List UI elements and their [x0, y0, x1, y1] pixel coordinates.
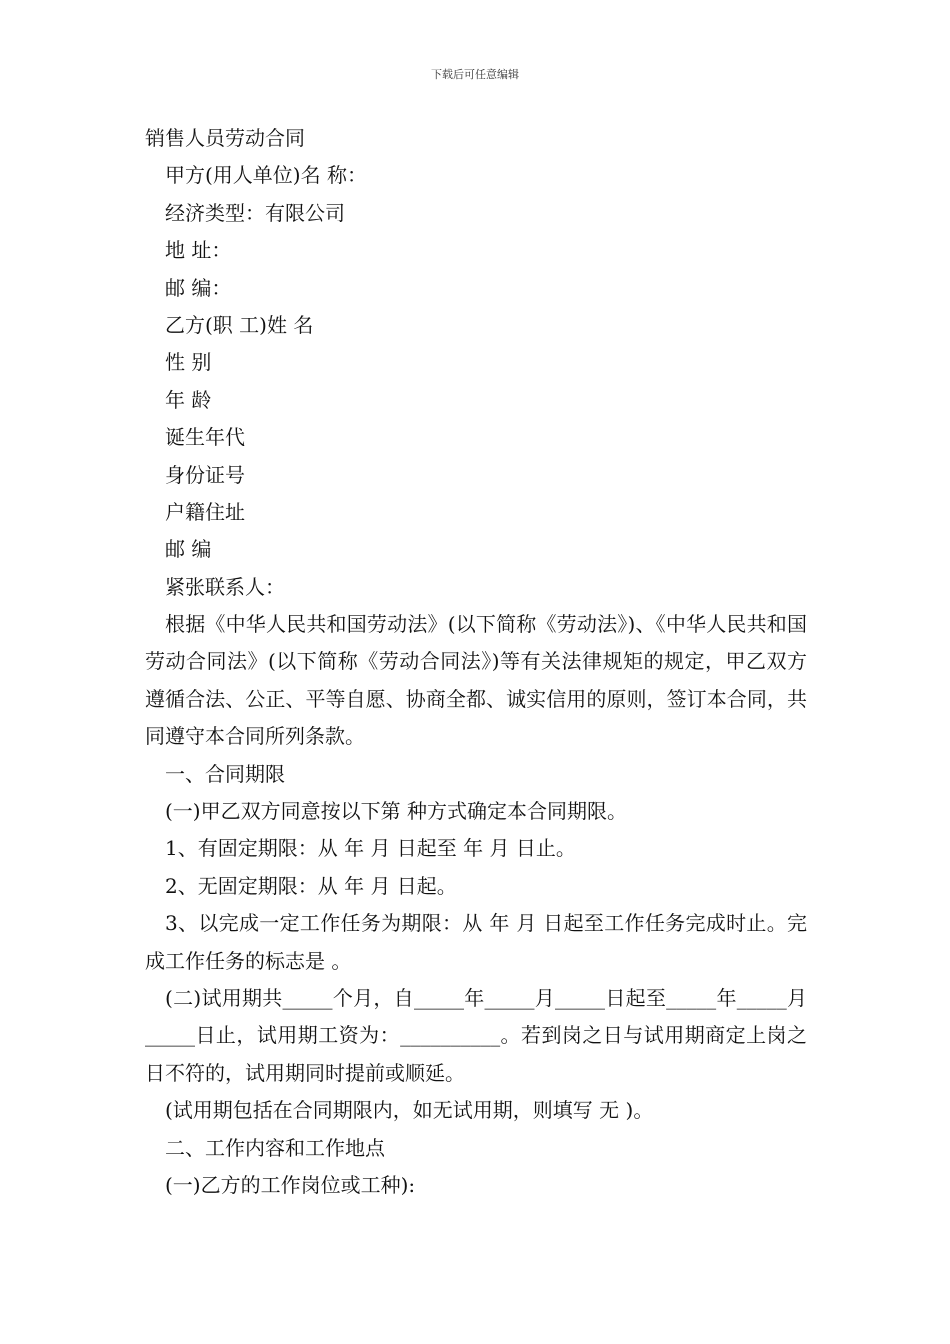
- party-b-id-number: 身份证号: [165, 462, 245, 487]
- section-2-heading: 二、工作内容和工作地点: [165, 1135, 385, 1160]
- section-1-option-3: 3、以完成一定工作任务为期限：从 年 月 日起至工作任务完成时止。完成工作任务的标志是 。: [145, 911, 807, 973]
- document-body: [145, 120, 807, 1204]
- section-1-option-1: 1、有固定期限：从 年 月 日起至 年 月 日止。: [165, 836, 576, 861]
- document-title: 销售人员劳动合同: [145, 126, 305, 150]
- party-b-contact: 紧张联系人：: [165, 574, 285, 599]
- party-b-age: 年 龄: [165, 387, 212, 412]
- section-1-heading: 一、合同期限: [165, 761, 285, 786]
- party-a-name: 甲方(用人单位)名 称：: [165, 163, 367, 188]
- party-a-postcode: 邮 编：: [165, 275, 232, 300]
- section-1-note: (试用期包括在合同期限内，如无试用期，则填写 无 )。: [165, 1098, 654, 1123]
- section-1-item-2: (二)试用期共_____个月，自_____年_____月_____日起至_____年_____月_____日止，试用期工资为：__________。若到岗之日与试用期商定上岗之日不符的，试用期同时提前或顺延。: [145, 986, 807, 1085]
- party-b-birth: 诞生年代: [165, 425, 245, 450]
- party-a-address: 地 址：: [165, 238, 232, 263]
- section-2-item-1: (一)乙方的工作岗位或工种):: [165, 1173, 416, 1198]
- party-b-postcode: 邮 编: [165, 537, 212, 562]
- header-note: 下载后可任意编辑: [431, 68, 519, 81]
- preamble-paragraph: 根据《中华人民共和国劳动法》(以下简称《劳动法》)、《中华人民共和国劳动合同法》(以下简称《劳动合同法》)等有关法律规矩的规定，甲乙双方遵循合法、公正、平等自愿、协商全都、诚实信用的原则，签订本合同，共同遵守本合同所列条款。: [145, 612, 807, 749]
- section-1-option-2: 2、无固定期限：从 年 月 日起。: [165, 873, 457, 898]
- party-b-name: 乙方(职 工)姓 名: [165, 312, 314, 337]
- section-1-item-1: (一)甲乙双方同意按以下第 种方式确定本合同期限。: [165, 799, 627, 824]
- party-b-household: 户籍住址: [165, 499, 245, 524]
- party-a-econ-type: 经济类型：有限公司: [165, 200, 345, 225]
- party-b-gender: 性 别: [165, 350, 212, 375]
